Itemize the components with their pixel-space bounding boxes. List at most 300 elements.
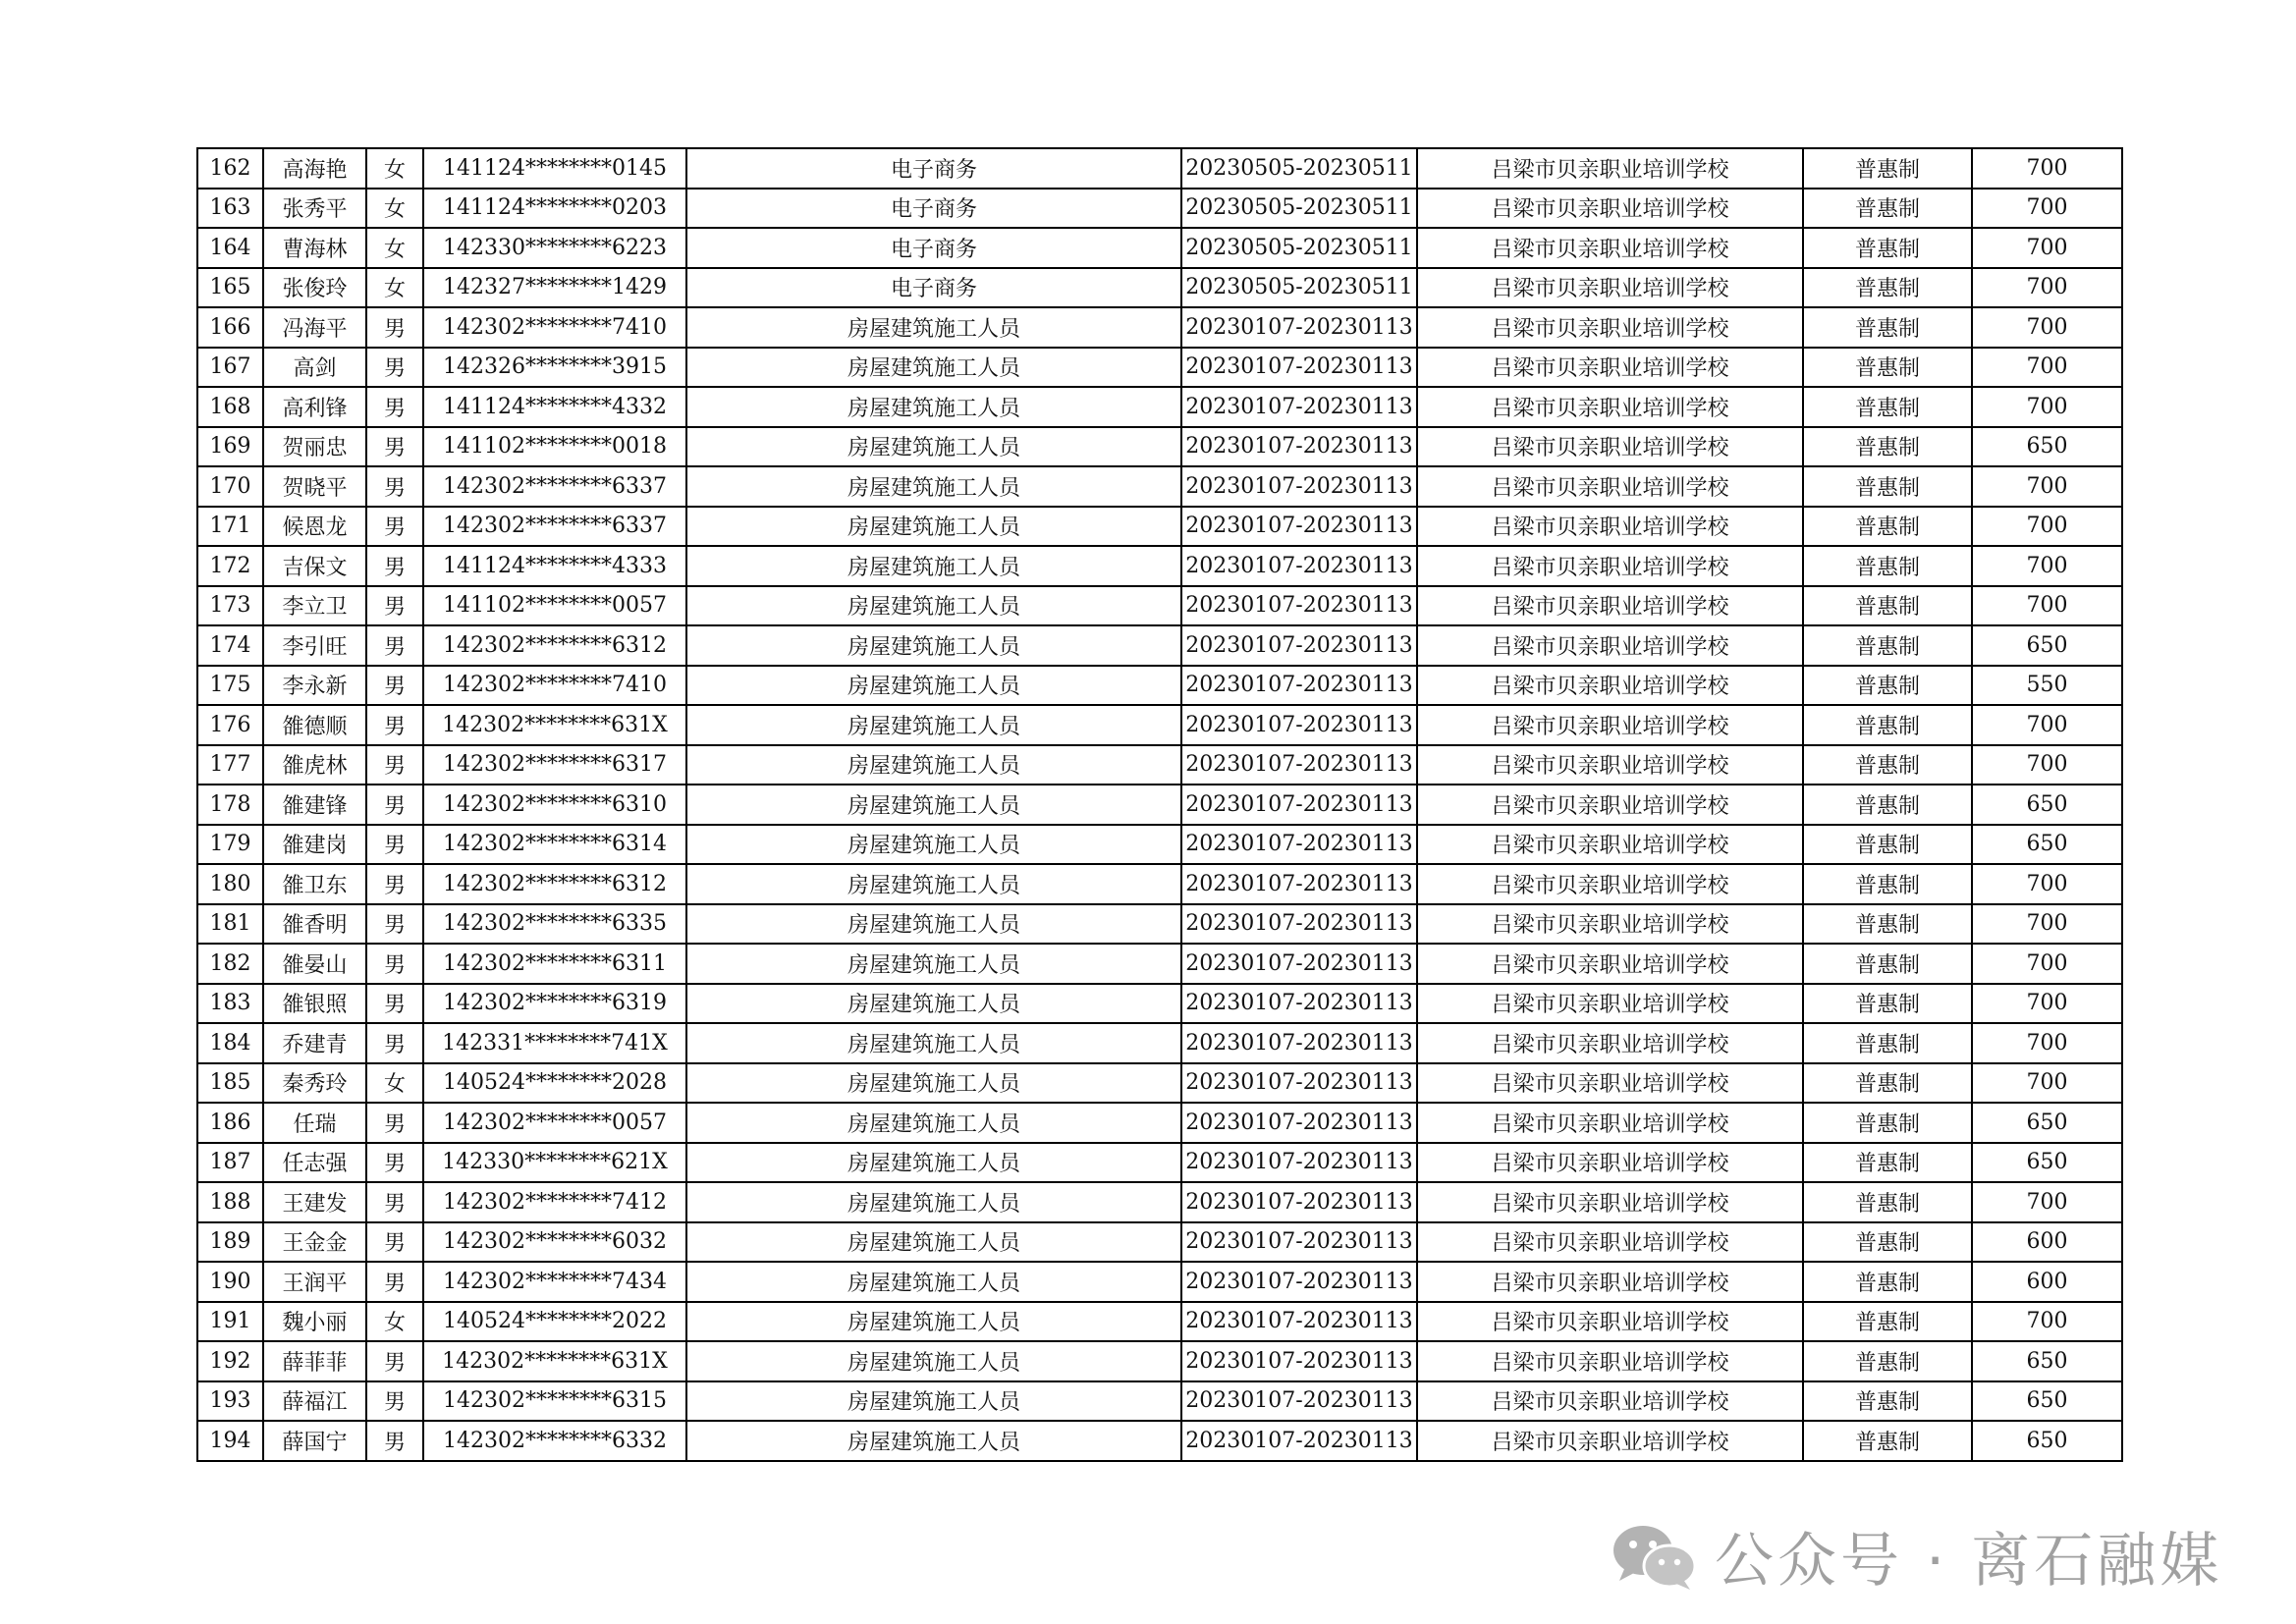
subsidy-type-cell: 普惠制 <box>1803 1063 1972 1104</box>
subsidy-amount-cell: 600 <box>1972 1222 2122 1263</box>
trainee-name-cell: 吉保文 <box>263 546 366 586</box>
trainee-name-cell: 雒虎林 <box>263 745 366 785</box>
subsidy-amount-cell: 650 <box>1972 785 2122 825</box>
table-row <box>197 745 2122 785</box>
subsidy-amount-cell: 650 <box>1972 427 2122 467</box>
subsidy-amount-cell: 650 <box>1972 1381 2122 1422</box>
subsidy-amount-cell: 700 <box>1972 307 2122 348</box>
gender-cell: 男 <box>366 586 423 626</box>
trainee-name-cell: 李永新 <box>263 666 366 706</box>
gender-cell: 女 <box>366 228 423 268</box>
table-row <box>197 148 2122 189</box>
subsidy-amount-cell: 700 <box>1972 1063 2122 1104</box>
row-index-cell: 192 <box>197 1341 263 1381</box>
course-name-cell: 房屋建筑施工人员 <box>686 507 1181 547</box>
subsidy-amount-cell: 650 <box>1972 1143 2122 1183</box>
school-name-cell: 吕梁市贝亲职业培训学校 <box>1417 944 1803 984</box>
training-period-cell: 20230107-20230113 <box>1181 1143 1417 1183</box>
training-period-cell: 20230107-20230113 <box>1181 666 1417 706</box>
gender-cell: 男 <box>366 1381 423 1422</box>
school-name-cell: 吕梁市贝亲职业培训学校 <box>1417 268 1803 308</box>
trainee-name-cell: 张俊玲 <box>263 268 366 308</box>
table-row <box>197 586 2122 626</box>
row-index-cell: 166 <box>197 307 263 348</box>
subsidy-amount-cell: 700 <box>1972 466 2122 507</box>
subsidy-type-cell: 普惠制 <box>1803 228 1972 268</box>
id-number-cell: 140524********2028 <box>423 1063 686 1104</box>
table-row <box>197 387 2122 427</box>
course-name-cell: 房屋建筑施工人员 <box>686 625 1181 666</box>
table-row <box>197 1023 2122 1063</box>
course-name-cell: 房屋建筑施工人员 <box>686 1302 1181 1342</box>
gender-cell: 男 <box>366 1421 423 1461</box>
trainee-name-cell: 雒建锋 <box>263 785 366 825</box>
row-index-cell: 184 <box>197 1023 263 1063</box>
id-number-cell: 142302********6311 <box>423 944 686 984</box>
subsidy-roster-table <box>196 147 2123 1462</box>
subsidy-amount-cell: 700 <box>1972 904 2122 945</box>
trainee-name-cell: 秦秀玲 <box>263 1063 366 1104</box>
gender-cell: 男 <box>366 625 423 666</box>
id-number-cell: 141102********0057 <box>423 586 686 626</box>
course-name-cell: 房屋建筑施工人员 <box>686 1222 1181 1263</box>
school-name-cell: 吕梁市贝亲职业培训学校 <box>1417 507 1803 547</box>
training-period-cell: 20230505-20230511 <box>1181 268 1417 308</box>
school-name-cell: 吕梁市贝亲职业培训学校 <box>1417 348 1803 388</box>
subsidy-type-cell: 普惠制 <box>1803 546 1972 586</box>
row-index-cell: 188 <box>197 1182 263 1222</box>
school-name-cell: 吕梁市贝亲职业培训学校 <box>1417 1182 1803 1222</box>
id-number-cell: 142302********6310 <box>423 785 686 825</box>
gender-cell: 男 <box>366 507 423 547</box>
course-name-cell: 房屋建筑施工人员 <box>686 1341 1181 1381</box>
id-number-cell: 142331********741X <box>423 1023 686 1063</box>
school-name-cell: 吕梁市贝亲职业培训学校 <box>1417 546 1803 586</box>
subsidy-amount-cell: 650 <box>1972 1421 2122 1461</box>
trainee-name-cell: 乔建青 <box>263 1023 366 1063</box>
trainee-name-cell: 冯海平 <box>263 307 366 348</box>
subsidy-type-cell: 普惠制 <box>1803 666 1972 706</box>
row-index-cell: 194 <box>197 1421 263 1461</box>
table-row <box>197 1421 2122 1461</box>
course-name-cell: 房屋建筑施工人员 <box>686 666 1181 706</box>
subsidy-amount-cell: 700 <box>1972 228 2122 268</box>
training-period-cell: 20230107-20230113 <box>1181 825 1417 865</box>
training-period-cell: 20230107-20230113 <box>1181 864 1417 904</box>
row-index-cell: 172 <box>197 546 263 586</box>
trainee-name-cell: 薛菲菲 <box>263 1341 366 1381</box>
school-name-cell: 吕梁市贝亲职业培训学校 <box>1417 1063 1803 1104</box>
trainee-name-cell: 雒卫东 <box>263 864 366 904</box>
row-index-cell: 186 <box>197 1103 263 1143</box>
course-name-cell: 房屋建筑施工人员 <box>686 307 1181 348</box>
table-row <box>197 1143 2122 1183</box>
id-number-cell: 142302********6312 <box>423 864 686 904</box>
course-name-cell: 房屋建筑施工人员 <box>686 546 1181 586</box>
gender-cell: 男 <box>366 546 423 586</box>
training-period-cell: 20230107-20230113 <box>1181 307 1417 348</box>
table-row <box>197 1063 2122 1104</box>
training-period-cell: 20230107-20230113 <box>1181 1381 1417 1422</box>
subsidy-amount-cell: 700 <box>1972 745 2122 785</box>
id-number-cell: 142302********6315 <box>423 1381 686 1422</box>
gender-cell: 男 <box>366 307 423 348</box>
gender-cell: 男 <box>366 984 423 1024</box>
row-index-cell: 187 <box>197 1143 263 1183</box>
id-number-cell: 142302********6319 <box>423 984 686 1024</box>
course-name-cell: 房屋建筑施工人员 <box>686 387 1181 427</box>
school-name-cell: 吕梁市贝亲职业培训学校 <box>1417 1023 1803 1063</box>
gender-cell: 男 <box>366 427 423 467</box>
subsidy-amount-cell: 700 <box>1972 705 2122 745</box>
trainee-name-cell: 王建发 <box>263 1182 366 1222</box>
school-name-cell: 吕梁市贝亲职业培训学校 <box>1417 466 1803 507</box>
table-row <box>197 944 2122 984</box>
trainee-name-cell: 李引旺 <box>263 625 366 666</box>
subsidy-type-cell: 普惠制 <box>1803 1381 1972 1422</box>
school-name-cell: 吕梁市贝亲职业培训学校 <box>1417 745 1803 785</box>
row-index-cell: 176 <box>197 705 263 745</box>
row-index-cell: 183 <box>197 984 263 1024</box>
subsidy-amount-cell: 600 <box>1972 1262 2122 1302</box>
training-period-cell: 20230107-20230113 <box>1181 1302 1417 1342</box>
subsidy-type-cell: 普惠制 <box>1803 148 1972 189</box>
table-row <box>197 466 2122 507</box>
trainee-name-cell: 任瑞 <box>263 1103 366 1143</box>
subsidy-type-cell: 普惠制 <box>1803 189 1972 229</box>
training-period-cell: 20230107-20230113 <box>1181 1023 1417 1063</box>
subsidy-amount-cell: 650 <box>1972 1341 2122 1381</box>
training-period-cell: 20230107-20230113 <box>1181 348 1417 388</box>
school-name-cell: 吕梁市贝亲职业培训学校 <box>1417 307 1803 348</box>
row-index-cell: 180 <box>197 864 263 904</box>
training-period-cell: 20230107-20230113 <box>1181 586 1417 626</box>
training-period-cell: 20230107-20230113 <box>1181 1103 1417 1143</box>
table-row <box>197 864 2122 904</box>
subsidy-type-cell: 普惠制 <box>1803 1182 1972 1222</box>
row-index-cell: 189 <box>197 1222 263 1263</box>
training-period-cell: 20230107-20230113 <box>1181 944 1417 984</box>
course-name-cell: 房屋建筑施工人员 <box>686 904 1181 945</box>
subsidy-amount-cell: 700 <box>1972 944 2122 984</box>
subsidy-amount-cell: 700 <box>1972 864 2122 904</box>
gender-cell: 男 <box>366 825 423 865</box>
subsidy-amount-cell: 650 <box>1972 1103 2122 1143</box>
id-number-cell: 141124********0145 <box>423 148 686 189</box>
gender-cell: 男 <box>366 785 423 825</box>
subsidy-amount-cell: 700 <box>1972 1182 2122 1222</box>
subsidy-amount-cell: 650 <box>1972 825 2122 865</box>
table-row <box>197 1341 2122 1381</box>
course-name-cell: 电子商务 <box>686 268 1181 308</box>
id-number-cell: 140524********2022 <box>423 1302 686 1342</box>
school-name-cell: 吕梁市贝亲职业培训学校 <box>1417 228 1803 268</box>
trainee-name-cell: 任志强 <box>263 1143 366 1183</box>
subsidy-amount-cell: 700 <box>1972 387 2122 427</box>
row-index-cell: 173 <box>197 586 263 626</box>
trainee-name-cell: 薛福江 <box>263 1381 366 1422</box>
gender-cell: 女 <box>366 148 423 189</box>
subsidy-amount-cell: 700 <box>1972 546 2122 586</box>
course-name-cell: 房屋建筑施工人员 <box>686 348 1181 388</box>
trainee-name-cell: 王润平 <box>263 1262 366 1302</box>
gender-cell: 男 <box>366 864 423 904</box>
training-period-cell: 20230107-20230113 <box>1181 625 1417 666</box>
subsidy-type-cell: 普惠制 <box>1803 1222 1972 1263</box>
table-row <box>197 785 2122 825</box>
course-name-cell: 房屋建筑施工人员 <box>686 1103 1181 1143</box>
school-name-cell: 吕梁市贝亲职业培训学校 <box>1417 1421 1803 1461</box>
gender-cell: 男 <box>366 1103 423 1143</box>
gender-cell: 女 <box>366 1063 423 1104</box>
gender-cell: 女 <box>366 268 423 308</box>
training-period-cell: 20230107-20230113 <box>1181 507 1417 547</box>
gender-cell: 男 <box>366 348 423 388</box>
table-row <box>197 189 2122 229</box>
id-number-cell: 142302********7434 <box>423 1262 686 1302</box>
school-name-cell: 吕梁市贝亲职业培训学校 <box>1417 1222 1803 1263</box>
row-index-cell: 185 <box>197 1063 263 1104</box>
wechat-icon <box>1611 1522 1697 1591</box>
trainee-name-cell: 薛国宁 <box>263 1421 366 1461</box>
table-row <box>197 268 2122 308</box>
training-period-cell: 20230505-20230511 <box>1181 228 1417 268</box>
row-index-cell: 170 <box>197 466 263 507</box>
training-period-cell: 20230505-20230511 <box>1181 189 1417 229</box>
id-number-cell: 142302********6335 <box>423 904 686 945</box>
school-name-cell: 吕梁市贝亲职业培训学校 <box>1417 148 1803 189</box>
subsidy-amount-cell: 700 <box>1972 984 2122 1024</box>
id-number-cell: 142327********1429 <box>423 268 686 308</box>
id-number-cell: 142302********7410 <box>423 307 686 348</box>
gender-cell: 男 <box>366 1143 423 1183</box>
training-period-cell: 20230107-20230113 <box>1181 904 1417 945</box>
course-name-cell: 电子商务 <box>686 228 1181 268</box>
row-index-cell: 177 <box>197 745 263 785</box>
id-number-cell: 141102********0018 <box>423 427 686 467</box>
trainee-name-cell: 李立卫 <box>263 586 366 626</box>
trainee-name-cell: 雒德顺 <box>263 705 366 745</box>
school-name-cell: 吕梁市贝亲职业培训学校 <box>1417 984 1803 1024</box>
trainee-name-cell: 高海艳 <box>263 148 366 189</box>
row-index-cell: 167 <box>197 348 263 388</box>
roster-body <box>197 148 2122 1461</box>
gender-cell: 男 <box>366 904 423 945</box>
school-name-cell: 吕梁市贝亲职业培训学校 <box>1417 427 1803 467</box>
subsidy-amount-cell: 650 <box>1972 625 2122 666</box>
school-name-cell: 吕梁市贝亲职业培训学校 <box>1417 666 1803 706</box>
training-period-cell: 20230107-20230113 <box>1181 1222 1417 1263</box>
course-name-cell: 房屋建筑施工人员 <box>686 785 1181 825</box>
table-row <box>197 904 2122 945</box>
subsidy-amount-cell: 700 <box>1972 1302 2122 1342</box>
id-number-cell: 142302********6337 <box>423 466 686 507</box>
id-number-cell: 142302********6032 <box>423 1222 686 1263</box>
table-row <box>197 1262 2122 1302</box>
course-name-cell: 房屋建筑施工人员 <box>686 427 1181 467</box>
row-index-cell: 190 <box>197 1262 263 1302</box>
course-name-cell: 房屋建筑施工人员 <box>686 745 1181 785</box>
subsidy-amount-cell: 700 <box>1972 507 2122 547</box>
gender-cell: 男 <box>366 1341 423 1381</box>
school-name-cell: 吕梁市贝亲职业培训学校 <box>1417 1302 1803 1342</box>
table-row <box>197 1302 2122 1342</box>
id-number-cell: 141124********4333 <box>423 546 686 586</box>
training-period-cell: 20230107-20230113 <box>1181 1341 1417 1381</box>
id-number-cell: 142330********621X <box>423 1143 686 1183</box>
course-name-cell: 房屋建筑施工人员 <box>686 466 1181 507</box>
table-row <box>197 705 2122 745</box>
subsidy-type-cell: 普惠制 <box>1803 864 1972 904</box>
subsidy-type-cell: 普惠制 <box>1803 466 1972 507</box>
watermark <box>1611 1512 2222 1600</box>
school-name-cell: 吕梁市贝亲职业培训学校 <box>1417 1103 1803 1143</box>
table-row <box>197 625 2122 666</box>
gender-cell: 男 <box>366 466 423 507</box>
subsidy-amount-cell: 700 <box>1972 148 2122 189</box>
training-period-cell: 20230107-20230113 <box>1181 1063 1417 1104</box>
table-row <box>197 228 2122 268</box>
school-name-cell: 吕梁市贝亲职业培训学校 <box>1417 1262 1803 1302</box>
table-row <box>197 348 2122 388</box>
training-period-cell: 20230505-20230511 <box>1181 148 1417 189</box>
trainee-name-cell: 曹海林 <box>263 228 366 268</box>
trainee-name-cell: 王金金 <box>263 1222 366 1263</box>
subsidy-type-cell: 普惠制 <box>1803 825 1972 865</box>
table-row <box>197 307 2122 348</box>
gender-cell: 男 <box>366 1222 423 1263</box>
gender-cell: 女 <box>366 1302 423 1342</box>
row-index-cell: 164 <box>197 228 263 268</box>
trainee-name-cell: 雒晏山 <box>263 944 366 984</box>
training-period-cell: 20230107-20230113 <box>1181 427 1417 467</box>
id-number-cell: 142302********6312 <box>423 625 686 666</box>
training-period-cell: 20230107-20230113 <box>1181 1421 1417 1461</box>
subsidy-type-cell: 普惠制 <box>1803 625 1972 666</box>
school-name-cell: 吕梁市贝亲职业培训学校 <box>1417 1143 1803 1183</box>
school-name-cell: 吕梁市贝亲职业培训学校 <box>1417 1341 1803 1381</box>
training-period-cell: 20230107-20230113 <box>1181 705 1417 745</box>
course-name-cell: 电子商务 <box>686 148 1181 189</box>
id-number-cell: 141124********0203 <box>423 189 686 229</box>
gender-cell: 男 <box>366 944 423 984</box>
training-period-cell: 20230107-20230113 <box>1181 785 1417 825</box>
row-index-cell: 174 <box>197 625 263 666</box>
school-name-cell: 吕梁市贝亲职业培训学校 <box>1417 586 1803 626</box>
watermark-text: 公众号 · 离石融媒 <box>1715 1527 2223 1596</box>
subsidy-type-cell: 普惠制 <box>1803 507 1972 547</box>
course-name-cell: 电子商务 <box>686 189 1181 229</box>
course-name-cell: 房屋建筑施工人员 <box>686 944 1181 984</box>
trainee-name-cell: 候恩龙 <box>263 507 366 547</box>
row-index-cell: 169 <box>197 427 263 467</box>
subsidy-amount-cell: 700 <box>1972 189 2122 229</box>
row-index-cell: 163 <box>197 189 263 229</box>
course-name-cell: 房屋建筑施工人员 <box>686 586 1181 626</box>
trainee-name-cell: 雒建岗 <box>263 825 366 865</box>
row-index-cell: 168 <box>197 387 263 427</box>
subsidy-type-cell: 普惠制 <box>1803 307 1972 348</box>
course-name-cell: 房屋建筑施工人员 <box>686 1381 1181 1422</box>
table-row <box>197 1182 2122 1222</box>
gender-cell: 女 <box>366 189 423 229</box>
subsidy-type-cell: 普惠制 <box>1803 944 1972 984</box>
id-number-cell: 142302********7412 <box>423 1182 686 1222</box>
training-period-cell: 20230107-20230113 <box>1181 387 1417 427</box>
subsidy-type-cell: 普惠制 <box>1803 586 1972 626</box>
id-number-cell: 142330********6223 <box>423 228 686 268</box>
subsidy-type-cell: 普惠制 <box>1803 1302 1972 1342</box>
trainee-name-cell: 贺丽忠 <box>263 427 366 467</box>
table-row <box>197 507 2122 547</box>
course-name-cell: 房屋建筑施工人员 <box>686 1262 1181 1302</box>
gender-cell: 男 <box>366 387 423 427</box>
gender-cell: 男 <box>366 1262 423 1302</box>
subsidy-type-cell: 普惠制 <box>1803 785 1972 825</box>
table-row <box>197 666 2122 706</box>
row-index-cell: 179 <box>197 825 263 865</box>
course-name-cell: 房屋建筑施工人员 <box>686 1182 1181 1222</box>
trainee-name-cell: 魏小丽 <box>263 1302 366 1342</box>
trainee-name-cell: 贺晓平 <box>263 466 366 507</box>
subsidy-type-cell: 普惠制 <box>1803 387 1972 427</box>
gender-cell: 男 <box>366 705 423 745</box>
school-name-cell: 吕梁市贝亲职业培训学校 <box>1417 625 1803 666</box>
table-row <box>197 825 2122 865</box>
row-index-cell: 193 <box>197 1381 263 1422</box>
course-name-cell: 房屋建筑施工人员 <box>686 825 1181 865</box>
row-index-cell: 165 <box>197 268 263 308</box>
training-period-cell: 20230107-20230113 <box>1181 1182 1417 1222</box>
row-index-cell: 171 <box>197 507 263 547</box>
training-period-cell: 20230107-20230113 <box>1181 984 1417 1024</box>
id-number-cell: 142302********0057 <box>423 1103 686 1143</box>
id-number-cell: 142302********7410 <box>423 666 686 706</box>
school-name-cell: 吕梁市贝亲职业培训学校 <box>1417 864 1803 904</box>
course-name-cell: 房屋建筑施工人员 <box>686 1023 1181 1063</box>
subsidy-type-cell: 普惠制 <box>1803 427 1972 467</box>
table-row <box>197 1381 2122 1422</box>
training-period-cell: 20230107-20230113 <box>1181 466 1417 507</box>
school-name-cell: 吕梁市贝亲职业培训学校 <box>1417 705 1803 745</box>
subsidy-type-cell: 普惠制 <box>1803 268 1972 308</box>
row-index-cell: 175 <box>197 666 263 706</box>
subsidy-type-cell: 普惠制 <box>1803 348 1972 388</box>
trainee-name-cell: 高利锋 <box>263 387 366 427</box>
school-name-cell: 吕梁市贝亲职业培训学校 <box>1417 904 1803 945</box>
subsidy-type-cell: 普惠制 <box>1803 1143 1972 1183</box>
table-row <box>197 1103 2122 1143</box>
subsidy-type-cell: 普惠制 <box>1803 1341 1972 1381</box>
training-period-cell: 20230107-20230113 <box>1181 1262 1417 1302</box>
school-name-cell: 吕梁市贝亲职业培训学校 <box>1417 387 1803 427</box>
subsidy-type-cell: 普惠制 <box>1803 984 1972 1024</box>
trainee-name-cell: 高剑 <box>263 348 366 388</box>
row-index-cell: 162 <box>197 148 263 189</box>
subsidy-type-cell: 普惠制 <box>1803 1262 1972 1302</box>
trainee-name-cell: 雒香明 <box>263 904 366 945</box>
id-number-cell: 142302********6337 <box>423 507 686 547</box>
training-period-cell: 20230107-20230113 <box>1181 546 1417 586</box>
id-number-cell: 142302********6332 <box>423 1421 686 1461</box>
row-index-cell: 182 <box>197 944 263 984</box>
id-number-cell: 142302********6317 <box>423 745 686 785</box>
subsidy-type-cell: 普惠制 <box>1803 904 1972 945</box>
gender-cell: 男 <box>366 666 423 706</box>
school-name-cell: 吕梁市贝亲职业培训学校 <box>1417 189 1803 229</box>
course-name-cell: 房屋建筑施工人员 <box>686 864 1181 904</box>
table-row <box>197 984 2122 1024</box>
